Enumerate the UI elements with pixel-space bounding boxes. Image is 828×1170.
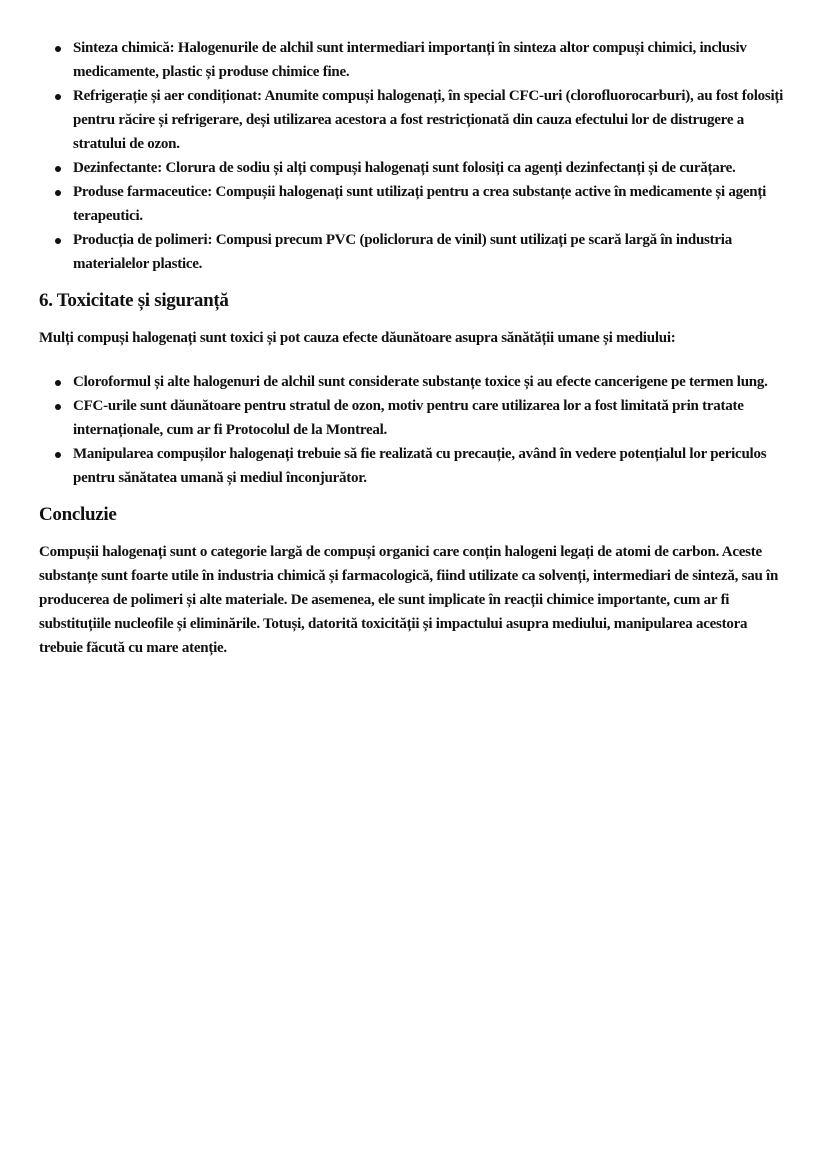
item-label: Refrigerație și aer condiționat:: [73, 88, 262, 104]
uses-list: [39, 36, 791, 276]
bullet-icon: [55, 238, 61, 244]
section-heading-conclusion: Concluzie: [39, 504, 117, 525]
toxicity-list: [39, 370, 791, 490]
item-text: CFC-urile sunt dăunătoare pentru stratul de ozon, motiv pentru care utilizarea lor a fost limitată prin tratate internaționale, cum ar fi Protocolul de la Montreal.: [73, 398, 744, 438]
document-content: [39, 36, 791, 680]
item-label: Producția de polimeri:: [73, 232, 213, 248]
item-text: Anumite compuși halogenați, în special CFC-uri (clorofluorocarburi), au fost folosiți pentru răcire și refrigerare, deși utilizarea acestora a fost restricționată din cauza efectului lor de distrugere a stratului de ozon.: [73, 88, 784, 152]
bullet-icon: [55, 94, 61, 100]
list-item: [73, 180, 791, 228]
list-item: [73, 394, 791, 442]
item-label: Sinteza chimică:: [73, 40, 175, 56]
item-text: Compusi precum PVC (policlorura de vinil) sunt utilizați pe scară largă în industria materialelor plastice.: [73, 232, 732, 272]
bullet-icon: [55, 404, 61, 410]
bullet-icon: [55, 190, 61, 196]
bullet-icon: [55, 166, 61, 172]
item-text: Clorura de sodiu și alți compuși halogenați sunt folosiți ca agenți dezinfectanți și de curățare.: [161, 160, 736, 176]
item-label: Dezinfectante:: [73, 160, 162, 176]
list-item: [73, 228, 791, 276]
toxicity-intro: Mulți compuși halogenați sunt toxici și pot cauza efecte dăunătoare asupra sănătății umane și mediului:: [39, 330, 676, 346]
list-item: [73, 36, 791, 84]
section-heading-toxicity: 6. Toxicitate și siguranță: [39, 290, 229, 311]
list-item: [73, 442, 791, 490]
item-text: Manipularea compușilor halogenați trebuie să fie realizată cu precauție, având în vedere potențialul lor periculos pentru sănătatea umană și mediul înconjurător.: [73, 446, 767, 486]
list-item: [73, 84, 791, 156]
item-text: Compușii halogenați sunt utilizați pentru a crea substanțe active în medicamente și agenți terapeutici.: [73, 184, 767, 224]
item-text: Cloroformul și alte halogenuri de alchil sunt considerate substanțe toxice și au efecte cancerigene pe termen lung.: [73, 374, 768, 390]
bullet-icon: [55, 452, 61, 458]
item-label: Produse farmaceutice:: [73, 184, 213, 200]
item-text: Halogenurile de alchil sunt intermediari importanți în sinteza altor compuși chimici, inclusiv medicamente, plastic și produse chimice fine.: [73, 40, 747, 80]
bullet-icon: [55, 380, 61, 386]
list-item: [73, 156, 791, 180]
list-item: [73, 370, 791, 394]
bullet-icon: [55, 46, 61, 52]
conclusion-text: Compușii halogenați sunt o categorie largă de compuși organici care conțin halogeni legați de atomi de carbon. Aceste substanțe sunt foarte utile în industria chimică și farmacologică, fiind utilizate ca solvenți, intermediari de sinteză, sau în producerea de polimeri și alte materiale. De asemenea, ele sunt implicate în reacții chimice importante, cum ar fi substituțiile nucleofile și eliminările. Totuși, datorită toxicității și impactului asupra mediului, manipularea acestora trebuie făcută cu mare atenție.: [39, 544, 779, 656]
